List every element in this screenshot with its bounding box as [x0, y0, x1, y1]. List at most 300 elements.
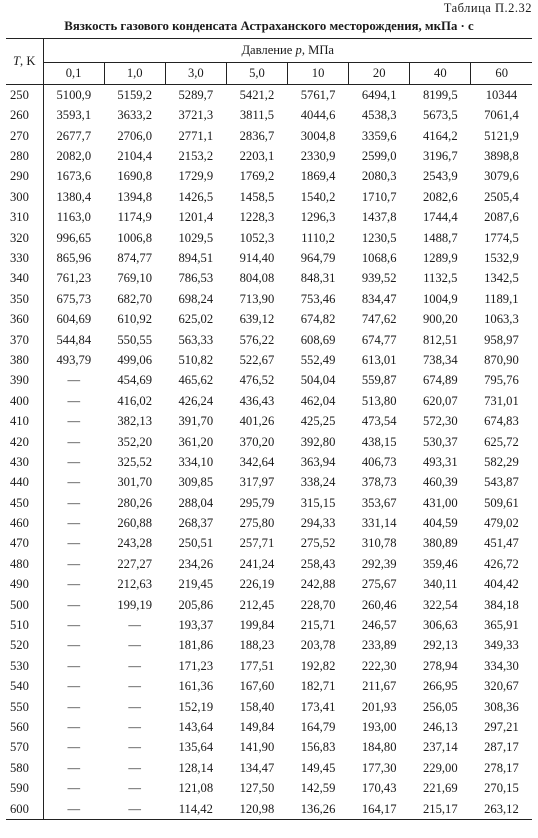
viscosity-cell: 493,31	[422, 454, 458, 469]
viscosity-cell: 8199,5	[422, 87, 458, 102]
viscosity-cell: 1744,4	[422, 210, 458, 225]
viscosity-cell: 625,72	[484, 434, 519, 449]
viscosity-cell: 2599,0	[361, 149, 397, 164]
viscosity-cell: 874,77	[117, 251, 152, 266]
viscosity-cell: 894,51	[178, 251, 214, 266]
viscosity-cell: 426,72	[484, 556, 519, 571]
table-row	[6, 636, 532, 656]
viscosity-cell: 270,15	[484, 781, 519, 796]
table-row	[6, 554, 532, 574]
table-row	[6, 207, 532, 227]
table-row	[6, 167, 532, 187]
temperature-cell: 400	[6, 391, 43, 411]
viscosity-cell: 1068,6	[361, 251, 397, 266]
viscosity-cell: 295,79	[239, 495, 275, 510]
table-title: Вязкость газового конденсата Астраханского месторождения, мкПа · с	[64, 19, 474, 33]
viscosity-cell: 460,39	[422, 475, 458, 490]
table-row	[6, 615, 532, 635]
viscosity-cell: 465,62	[178, 373, 214, 388]
viscosity-cell: 1132,5	[423, 271, 458, 286]
viscosity-cell: 212,63	[117, 577, 152, 592]
table-row	[6, 656, 532, 676]
viscosity-cell: 2543,9	[422, 169, 458, 184]
viscosity-cell: 263,12	[484, 801, 519, 816]
viscosity-cell: 2505,4	[484, 189, 519, 204]
viscosity-cell: 1488,7	[422, 230, 458, 245]
viscosity-cell: 1342,5	[484, 271, 519, 286]
viscosity-cell: 1189,1	[484, 291, 519, 306]
viscosity-cell: 6494,1	[361, 87, 397, 102]
viscosity-cell: 753,46	[300, 291, 336, 306]
viscosity-cell: —	[67, 618, 81, 633]
viscosity-cell: —	[67, 556, 81, 571]
viscosity-cell: 288,04	[178, 495, 214, 510]
viscosity-cell: 1006,8	[117, 230, 152, 245]
viscosity-cell: 674,83	[484, 414, 519, 429]
viscosity-cell: 164,17	[361, 801, 397, 816]
viscosity-cell: 149,84	[239, 720, 275, 734]
viscosity-cell: 173,41	[300, 699, 336, 714]
viscosity-cell: 242,88	[300, 577, 336, 592]
table-row	[6, 697, 532, 717]
viscosity-cell: 219,45	[178, 577, 214, 592]
temperature-cell: 470	[6, 534, 43, 554]
viscosity-cell: 384,18	[484, 597, 519, 612]
viscosity-cell: 5421,2	[239, 87, 275, 102]
viscosity-cell: 479,02	[484, 516, 519, 531]
viscosity-cell: —	[67, 434, 81, 449]
pressure-column-header: 60	[471, 63, 532, 85]
viscosity-cell: 268,37	[178, 516, 214, 531]
viscosity-cell: 306,63	[422, 618, 458, 633]
viscosity-cell: 215,17	[422, 801, 458, 816]
viscosity-cell: —	[67, 454, 81, 469]
viscosity-cell: 257,71	[239, 536, 275, 551]
viscosity-cell: 359,46	[422, 556, 458, 571]
viscosity-cell: 436,43	[239, 393, 275, 408]
viscosity-cell: 1296,3	[300, 210, 336, 225]
viscosity-cell: 215,71	[300, 618, 336, 633]
viscosity-cell: —	[67, 720, 81, 734]
table-row	[6, 472, 532, 492]
table-row	[6, 248, 532, 268]
viscosity-cell: 510,82	[178, 352, 214, 367]
viscosity-cell: 322,54	[422, 597, 458, 612]
viscosity-cell: 522,67	[239, 352, 275, 367]
viscosity-cell: 550,55	[117, 332, 152, 347]
viscosity-cell: 786,53	[178, 271, 214, 286]
viscosity-cell: 504,04	[300, 373, 336, 388]
viscosity-cell: 237,14	[422, 740, 458, 755]
table-row	[6, 126, 532, 146]
temperature-cell: 430	[6, 452, 43, 472]
viscosity-cell: 713,90	[239, 291, 275, 306]
temperature-cell: 390	[6, 370, 43, 390]
viscosity-cell: —	[128, 781, 141, 796]
viscosity-cell: 1163,0	[56, 210, 91, 225]
viscosity-cell: 260,46	[361, 597, 397, 612]
viscosity-cell: 2203,1	[239, 149, 275, 164]
viscosity-cell: 1774,5	[484, 230, 519, 245]
viscosity-cell: 964,79	[300, 251, 336, 266]
viscosity-cell: 2677,7	[56, 128, 92, 143]
temperature-cell: 340	[6, 269, 43, 289]
temperature-cell: 280	[6, 146, 43, 166]
viscosity-cell: 211,67	[362, 679, 397, 694]
viscosity-cell: 141,90	[239, 740, 275, 755]
viscosity-cell: 361,20	[178, 434, 214, 449]
viscosity-cell: 226,19	[239, 577, 275, 592]
viscosity-cell: 426,24	[178, 393, 214, 408]
viscosity-cell: 136,26	[300, 801, 336, 816]
viscosity-cell: 212,45	[239, 597, 275, 612]
table-number: Таблица П.2.32	[443, 1, 532, 15]
table-row	[6, 146, 532, 166]
viscosity-cell: —	[67, 495, 81, 510]
viscosity-cell: 2087,6	[484, 210, 519, 225]
temperature-cell: 370	[6, 330, 43, 350]
viscosity-cell: 582,29	[484, 454, 519, 469]
table-row	[6, 350, 532, 370]
viscosity-cell: 170,43	[361, 781, 397, 796]
table-row	[6, 228, 532, 248]
viscosity-cell: 392,80	[300, 434, 336, 449]
viscosity-cell: 135,64	[178, 740, 214, 755]
viscosity-cell: 199,84	[239, 618, 275, 633]
temperature-cell: 560	[6, 717, 43, 737]
temperature-cell: 510	[6, 615, 43, 635]
table-row	[6, 85, 532, 106]
viscosity-cell: 731,01	[484, 393, 519, 408]
viscosity-cell: 342,64	[239, 454, 275, 469]
viscosity-cell: 243,28	[117, 536, 152, 551]
viscosity-cell: 620,07	[422, 393, 458, 408]
viscosity-cell: 256,05	[422, 699, 458, 714]
table-row	[6, 289, 532, 309]
viscosity-cell: 1673,6	[56, 169, 92, 184]
viscosity-cell: 795,76	[484, 373, 519, 388]
viscosity-cell: 301,70	[117, 475, 152, 490]
viscosity-cell: —	[67, 373, 81, 388]
temperature-header: T, K	[6, 39, 43, 85]
viscosity-cell: 1869,4	[300, 169, 336, 184]
viscosity-cell: 221,69	[422, 781, 458, 796]
viscosity-cell: 164,79	[300, 720, 336, 734]
table-row	[6, 574, 532, 594]
viscosity-cell: 2330,9	[300, 149, 336, 164]
viscosity-cell: —	[67, 679, 81, 694]
temperature-cell: 440	[6, 472, 43, 492]
table-row	[6, 432, 532, 452]
viscosity-cell: 559,87	[361, 373, 397, 388]
viscosity-cell: 193,37	[178, 618, 214, 633]
temperature-cell: 590	[6, 778, 43, 798]
viscosity-cell: 552,49	[300, 352, 336, 367]
viscosity-cell: 870,90	[484, 352, 519, 367]
viscosity-cell: 1289,9	[422, 251, 458, 266]
temperature-cell: 290	[6, 167, 43, 187]
viscosity-cell: 134,47	[239, 760, 275, 775]
table-row	[6, 391, 532, 411]
viscosity-cell: 865,96	[56, 251, 92, 266]
temperature-cell: 600	[6, 799, 43, 820]
viscosity-cell: 275,52	[300, 536, 336, 551]
viscosity-cell: 349,33	[484, 638, 519, 653]
viscosity-cell: 120,98	[239, 801, 275, 816]
viscosity-cell: 544,84	[56, 332, 92, 347]
viscosity-cell: 939,52	[361, 271, 397, 286]
viscosity-cell: 315,15	[300, 495, 336, 510]
viscosity-cell: 334,30	[484, 658, 519, 673]
viscosity-cell: 338,24	[300, 475, 336, 490]
viscosity-cell: 675,73	[56, 291, 92, 306]
viscosity-cell: 177,51	[239, 658, 275, 673]
pressure-column-header: 40	[410, 63, 471, 85]
table-row	[6, 105, 532, 125]
viscosity-cell: 233,89	[361, 638, 397, 653]
viscosity-cell: 199,19	[117, 597, 152, 612]
viscosity-cell: 203,78	[300, 638, 336, 653]
viscosity-cell: 158,40	[239, 699, 275, 714]
viscosity-cell: 674,82	[300, 312, 336, 327]
viscosity-cell: 572,30	[422, 414, 458, 429]
viscosity-cell: 2082,6	[422, 189, 458, 204]
viscosity-cell: 320,67	[484, 679, 519, 694]
viscosity-cell: 149,45	[300, 760, 336, 775]
viscosity-cell: 5121,9	[484, 128, 519, 143]
viscosity-cell: 834,47	[361, 291, 397, 306]
viscosity-cell: 5289,7	[178, 87, 214, 102]
viscosity-cell: —	[128, 679, 141, 694]
viscosity-cell: 608,69	[300, 332, 336, 347]
table-row	[6, 758, 532, 778]
viscosity-cell: 278,94	[422, 658, 458, 673]
viscosity-cell: 363,94	[300, 454, 336, 469]
viscosity-cell: 365,91	[484, 618, 519, 633]
viscosity-cell: —	[67, 597, 81, 612]
viscosity-cell: 114,42	[178, 801, 213, 816]
viscosity-cell: 1769,2	[239, 169, 275, 184]
viscosity-cell: 3811,5	[239, 108, 275, 123]
viscosity-cell: 958,97	[484, 332, 519, 347]
viscosity-cell: —	[67, 781, 81, 796]
viscosity-cell: 3079,6	[484, 169, 519, 184]
temperature-cell: 550	[6, 697, 43, 717]
viscosity-cell: 3004,8	[300, 128, 336, 143]
viscosity-cell: 3633,2	[117, 108, 152, 123]
viscosity-cell: 309,85	[178, 475, 214, 490]
viscosity-cell: 177,30	[361, 760, 397, 775]
viscosity-cell: 674,77	[361, 332, 397, 347]
temperature-cell: 570	[6, 738, 43, 758]
viscosity-cell: 184,80	[361, 740, 397, 755]
viscosity-cell: 4538,3	[361, 108, 397, 123]
table-row	[6, 738, 532, 758]
viscosity-cell: 250,51	[178, 536, 214, 551]
viscosity-cell: 3196,7	[422, 149, 458, 164]
viscosity-cell: 613,01	[361, 352, 397, 367]
viscosity-cell: 228,70	[300, 597, 336, 612]
viscosity-cell: 234,26	[178, 556, 214, 571]
viscosity-cell: 769,10	[117, 271, 152, 286]
viscosity-cell: 310,78	[361, 536, 397, 551]
viscosity-cell: 246,13	[422, 720, 458, 734]
viscosity-cell: 2104,4	[117, 149, 152, 164]
viscosity-cell: 576,22	[239, 332, 275, 347]
viscosity-cell: 431,00	[422, 495, 458, 510]
viscosity-cell: 747,62	[361, 312, 397, 327]
viscosity-cell: 1532,9	[484, 251, 519, 266]
viscosity-cell: 451,47	[484, 536, 519, 551]
viscosity-cell: 604,69	[56, 312, 92, 327]
viscosity-cell: 2082,0	[56, 149, 92, 164]
viscosity-cell: 1540,2	[300, 189, 336, 204]
viscosity-cell: 1729,9	[178, 169, 214, 184]
viscosity-cell: —	[67, 740, 81, 755]
table-row	[6, 370, 532, 390]
viscosity-cell: 227,27	[117, 556, 152, 571]
viscosity-cell: 530,37	[422, 434, 458, 449]
temperature-cell: 500	[6, 595, 43, 615]
viscosity-cell: 1380,4	[56, 189, 92, 204]
viscosity-cell: 229,00	[422, 760, 458, 775]
viscosity-cell: 674,89	[422, 373, 458, 388]
viscosity-cell: —	[67, 536, 81, 551]
viscosity-cell: 2153,2	[178, 149, 214, 164]
viscosity-cell: 493,79	[56, 352, 92, 367]
viscosity-cell: 2706,0	[117, 128, 152, 143]
viscosity-cell: 391,70	[178, 414, 214, 429]
temperature-cell: 310	[6, 207, 43, 227]
table-row	[6, 717, 532, 737]
viscosity-cell: 1230,5	[361, 230, 397, 245]
viscosity-cell: —	[67, 577, 81, 592]
viscosity-cell: 1052,3	[239, 230, 275, 245]
pressure-column-header: 3,0	[165, 63, 226, 85]
viscosity-cell: 513,80	[361, 393, 397, 408]
viscosity-cell: 167,60	[239, 679, 275, 694]
viscosity-cell: 2836,7	[239, 128, 275, 143]
viscosity-cell: 1394,8	[117, 189, 152, 204]
viscosity-cell: 353,67	[361, 495, 397, 510]
viscosity-cell: 416,02	[117, 393, 152, 408]
viscosity-cell: 334,10	[178, 454, 214, 469]
viscosity-cell: 404,59	[422, 516, 458, 531]
temperature-cell: 300	[6, 187, 43, 207]
temperature-cell: 480	[6, 554, 43, 574]
viscosity-cell: 3898,8	[484, 149, 519, 164]
viscosity-cell: —	[128, 740, 141, 755]
viscosity-cell: 425,25	[300, 414, 336, 429]
pressure-column-header: 5,0	[226, 63, 287, 85]
viscosity-cell: —	[128, 618, 141, 633]
viscosity-cell: —	[128, 638, 141, 653]
temperature-cell: 330	[6, 248, 43, 268]
viscosity-cell: 5673,5	[422, 108, 458, 123]
viscosity-cell: 473,54	[361, 414, 397, 429]
viscosity-cell: —	[128, 801, 141, 816]
viscosity-cell: 914,40	[239, 251, 275, 266]
viscosity-cell: 5761,7	[300, 87, 336, 102]
viscosity-cell: 5159,2	[117, 87, 152, 102]
viscosity-cell: 292,13	[422, 638, 458, 653]
temperature-cell: 410	[6, 411, 43, 431]
viscosity-cell: 462,04	[300, 393, 336, 408]
viscosity-cell: 1710,7	[361, 189, 397, 204]
viscosity-cell: 127,50	[239, 781, 275, 796]
viscosity-cell: 476,52	[239, 373, 275, 388]
viscosity-cell: 308,36	[484, 699, 519, 714]
viscosity-cell: —	[128, 658, 141, 673]
temperature-cell: 320	[6, 228, 43, 248]
viscosity-cell: 156,83	[300, 740, 336, 755]
viscosity-cell: 438,15	[361, 434, 397, 449]
viscosity-cell: 280,26	[117, 495, 152, 510]
temperature-cell: 460	[6, 513, 43, 533]
viscosity-cell: 292,39	[361, 556, 397, 571]
viscosity-cell: 275,67	[361, 577, 397, 592]
viscosity-cell: 181,86	[178, 638, 214, 653]
viscosity-cell: 222,30	[361, 658, 397, 673]
viscosity-cell: 1063,3	[484, 312, 519, 327]
viscosity-cell: 3593,1	[56, 108, 92, 123]
viscosity-cell: 1201,4	[178, 210, 214, 225]
viscosity-cell: 1110,2	[301, 230, 335, 245]
viscosity-cell: 317,97	[239, 475, 275, 490]
table-row	[6, 595, 532, 615]
viscosity-cell: 1004,9	[422, 291, 458, 306]
viscosity-cell: 1228,3	[239, 210, 275, 225]
viscosity-cell: 2080,3	[361, 169, 397, 184]
pressure-column-header: 1,0	[104, 63, 165, 85]
table-row	[6, 799, 532, 820]
pressure-column-header: 10	[288, 63, 349, 85]
viscosity-cell: —	[128, 760, 141, 775]
viscosity-cell: 3359,6	[361, 128, 397, 143]
temperature-cell: 450	[6, 493, 43, 513]
viscosity-cell: 188,23	[239, 638, 275, 653]
viscosity-cell: 804,08	[239, 271, 275, 286]
viscosity-cell: 1437,8	[361, 210, 397, 225]
viscosity-cell: —	[67, 414, 81, 429]
viscosity-cell: 404,42	[484, 577, 519, 592]
viscosity-cell: 287,17	[484, 740, 519, 755]
pressure-group-header: Давление p, МПа	[43, 39, 532, 63]
table-row	[6, 778, 532, 798]
table-row	[6, 330, 532, 350]
viscosity-cell: 848,31	[300, 271, 336, 286]
viscosity-cell: 761,23	[56, 271, 92, 286]
viscosity-cell: 401,26	[239, 414, 275, 429]
viscosity-cell: 258,43	[300, 556, 336, 571]
viscosity-cell: 370,20	[239, 434, 275, 449]
viscosity-cell: 275,80	[239, 516, 275, 531]
table-row	[6, 513, 532, 533]
viscosity-cell: 543,87	[484, 475, 519, 490]
viscosity-cell: 325,52	[117, 454, 152, 469]
viscosity-cell: 1426,5	[178, 189, 214, 204]
viscosity-cell: 266,95	[422, 679, 458, 694]
viscosity-cell: 193,00	[361, 720, 397, 734]
viscosity-cell: 297,21	[484, 720, 519, 734]
pressure-column-header: 0,1	[43, 63, 104, 85]
temperature-cell: 260	[6, 105, 43, 125]
viscosity-cell: 161,36	[178, 679, 214, 694]
viscosity-cell: 2771,1	[178, 128, 214, 143]
viscosity-cell: 1690,8	[117, 169, 152, 184]
viscosity-cell: 499,06	[117, 352, 152, 367]
viscosity-cell: 698,24	[178, 291, 214, 306]
